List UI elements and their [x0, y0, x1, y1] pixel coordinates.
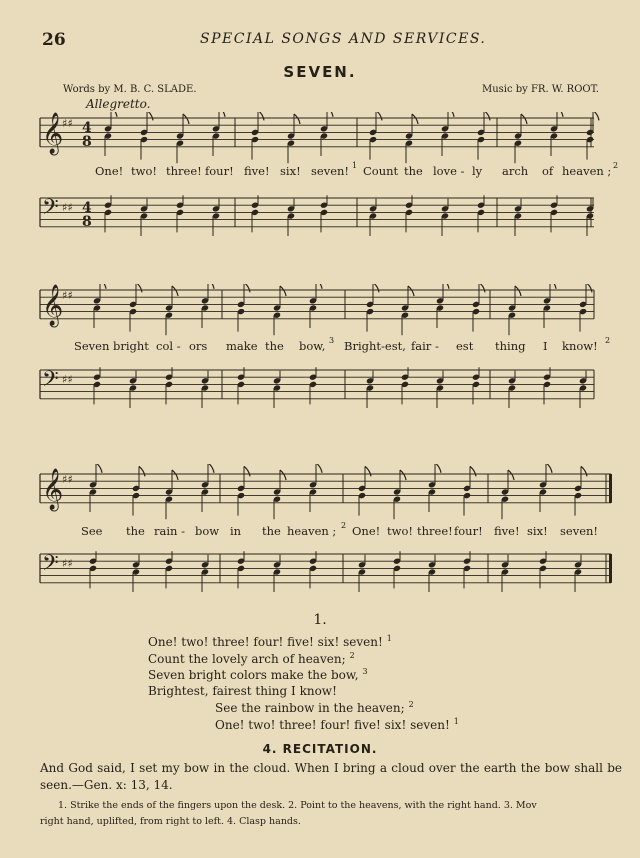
- recitation-text: And God said, I set my bow in the cloud. When I bring a cloud over the earth the bow shall be seen.—Gen. x: 13, 14.: [40, 761, 622, 792]
- bass-clef: 𝄢: [42, 367, 59, 397]
- note-flag: [280, 286, 286, 296]
- note-flag: [96, 464, 102, 473]
- lyric-syllable: love -: [433, 164, 465, 178]
- note-flag: [183, 114, 189, 124]
- lyric-syllable: four!: [205, 164, 234, 178]
- lyric-syllable: bow,: [299, 339, 326, 353]
- lyric-syllable: bright: [113, 339, 149, 353]
- note-flag: [521, 114, 527, 124]
- lyrics-line-1: [0, 161, 640, 180]
- lyric-syllable: I: [543, 339, 548, 353]
- lyric-syllable: six!: [527, 524, 548, 538]
- note-flag: [147, 112, 153, 120]
- verse-line: [215, 700, 414, 715]
- note-flag: [208, 284, 214, 289]
- lyric-syllable: three!: [417, 524, 453, 538]
- lyric-syllable: two!: [387, 524, 414, 538]
- note-flag: [172, 286, 178, 296]
- key-signature: ♯♯: [62, 289, 73, 302]
- lyric-syllable: bow: [195, 524, 220, 538]
- final-barline: [609, 474, 612, 503]
- note-flag: [139, 466, 145, 476]
- note-flag: [280, 470, 286, 480]
- note-flag: [546, 464, 552, 473]
- lyric-syllable: make: [226, 339, 258, 353]
- note-flag: [443, 284, 449, 289]
- lyric-syllable: ly: [472, 164, 483, 178]
- lyrics-line-3: [0, 521, 640, 540]
- footnote-ref: 2: [613, 161, 619, 170]
- lyric-syllable: two!: [131, 164, 158, 178]
- lyric-syllable: six!: [280, 164, 301, 178]
- note-flag: [557, 112, 563, 117]
- note-flag: [136, 284, 142, 292]
- footnote-ref: 2: [605, 336, 611, 345]
- verse-line-text: Brightest, fairest thing I know!: [148, 683, 337, 698]
- final-barline: [609, 554, 612, 583]
- note-flag: [550, 284, 556, 289]
- footnote-line-1: 1. Strike the ends of the fingers upon the desk. 2. Point to the heavens, with the right hand. 3. Mov: [58, 800, 537, 811]
- verse-line-text: See the rainbow in the heaven;: [215, 701, 405, 716]
- note-flag: [111, 112, 117, 117]
- note-flag: [479, 284, 485, 292]
- music-credit: Music by FR. W. ROOT.: [481, 84, 599, 95]
- time-signature-bottom: 8: [82, 134, 92, 150]
- lyric-syllable: heaven ;: [287, 524, 337, 538]
- page-number: 26: [42, 30, 66, 50]
- note-flag: [470, 466, 476, 476]
- verse-line-text: Seven bright colors make the bow,: [148, 668, 359, 683]
- note-flag: [484, 112, 490, 120]
- note-flag: [508, 470, 514, 480]
- time-signature-top: 4: [82, 200, 92, 216]
- footnotes: [40, 798, 622, 830]
- note-flag: [373, 284, 379, 292]
- verse-line: [148, 634, 392, 649]
- footnote-ref: 1: [453, 717, 459, 726]
- verse-line: [148, 667, 368, 682]
- note-flag: [294, 114, 300, 124]
- lyric-syllable: seven!: [311, 164, 350, 178]
- note-flag: [244, 284, 250, 292]
- lyric-syllable: thing: [495, 339, 526, 353]
- footnote-ref: 2: [349, 650, 355, 660]
- note-flag: [376, 112, 382, 120]
- treble-clef: 𝄞: [42, 113, 64, 154]
- key-signature: ♯♯: [62, 473, 73, 486]
- treble-clef: 𝄞: [42, 469, 64, 510]
- lyric-syllable: in: [230, 524, 242, 538]
- note-flag: [316, 284, 322, 289]
- treble-clef: 𝄞: [42, 285, 64, 326]
- lyric-syllable: See: [81, 524, 103, 538]
- verse-line-text: Count the lovely arch of heaven;: [148, 651, 346, 666]
- note-flag: [412, 114, 418, 124]
- lyric-syllable: col -: [156, 339, 181, 353]
- bass-clef: 𝄢: [42, 195, 59, 225]
- lyric-syllable: five!: [494, 524, 520, 538]
- words-credit: Words by M. B. C. SLADE.: [63, 84, 197, 95]
- lyric-syllable: the: [265, 339, 284, 353]
- footnote-ref: 1: [386, 634, 392, 643]
- lyric-syllable: the: [126, 524, 145, 538]
- verse-line-text: One! two! three! four! five! six! seven!: [148, 635, 383, 649]
- note-flag: [448, 112, 454, 117]
- note-flag: [400, 470, 406, 480]
- note-flag: [515, 286, 521, 296]
- verse-line-text: One! two! three! four! five! six! seven!: [215, 718, 450, 732]
- footnote-ref: 1: [352, 161, 358, 170]
- running-header: SPECIAL SONGS AND SERVICES.: [200, 31, 487, 47]
- note-flag: [219, 112, 225, 117]
- lyric-syllable: fair -: [411, 339, 439, 353]
- lyric-syllable: know!: [562, 339, 598, 353]
- lyric-syllable: four!: [454, 524, 483, 538]
- note-flag: [208, 464, 214, 473]
- lyric-syllable: Count: [363, 164, 399, 178]
- lyric-syllable: heaven ;: [562, 164, 612, 178]
- note-flag: [100, 284, 106, 289]
- lyric-syllable: rain -: [154, 524, 185, 538]
- note-flag: [408, 286, 414, 296]
- lyric-syllable: One!: [95, 164, 124, 178]
- lyric-syllable: of: [542, 164, 554, 178]
- song-title: SEVEN.: [283, 63, 357, 81]
- verse-line: [215, 717, 459, 732]
- note-flag: [258, 112, 264, 120]
- lyric-syllable: the: [404, 164, 423, 178]
- key-signature: ♯♯: [62, 373, 73, 386]
- footnote-ref: 2: [408, 700, 414, 710]
- verse-lines: [0, 634, 640, 734]
- verse-line: [148, 684, 337, 698]
- lyric-syllable: ors: [189, 339, 208, 353]
- lyric-syllable: arch: [502, 164, 529, 178]
- lyric-syllable: five!: [244, 164, 270, 178]
- bass-clef: 𝄢: [42, 551, 59, 581]
- footnote-ref: 3: [362, 667, 368, 677]
- footnote-ref: 2: [341, 521, 347, 530]
- note-flag: [172, 470, 178, 480]
- lyric-syllable: est: [456, 339, 474, 353]
- note-flag: [593, 112, 599, 120]
- note-flag: [586, 284, 592, 292]
- lyric-syllable: seven!: [560, 524, 599, 538]
- key-signature: ♯♯: [62, 557, 73, 570]
- lyric-syllable: three!: [166, 164, 202, 178]
- lyric-syllable: One!: [352, 524, 381, 538]
- key-signature: ♯♯: [62, 201, 73, 214]
- note-flag: [365, 466, 371, 476]
- lyric-syllable: Bright-est,: [344, 339, 406, 353]
- lyric-syllable: Seven: [74, 339, 110, 353]
- footnote-ref: 3: [329, 336, 335, 345]
- note-flag: [581, 466, 587, 476]
- recitation-heading: 4. RECITATION.: [262, 742, 378, 756]
- tempo-marking: Allegretto.: [86, 97, 151, 111]
- lyrics-line-2: [0, 336, 640, 355]
- footnote-line-2: right hand, uplifted, from right to left. 4. Clasp hands.: [40, 816, 301, 827]
- verse-number: 1.: [313, 612, 327, 628]
- note-flag: [327, 112, 333, 117]
- key-signature: ♯♯: [62, 117, 73, 130]
- verse-line: [148, 651, 355, 666]
- time-signature-bottom: 8: [82, 214, 92, 230]
- note-flag: [244, 466, 250, 476]
- note-flag: [316, 464, 322, 473]
- lyric-syllable: the: [262, 524, 281, 538]
- note-flag: [435, 464, 441, 473]
- time-signature-top: 4: [82, 120, 92, 136]
